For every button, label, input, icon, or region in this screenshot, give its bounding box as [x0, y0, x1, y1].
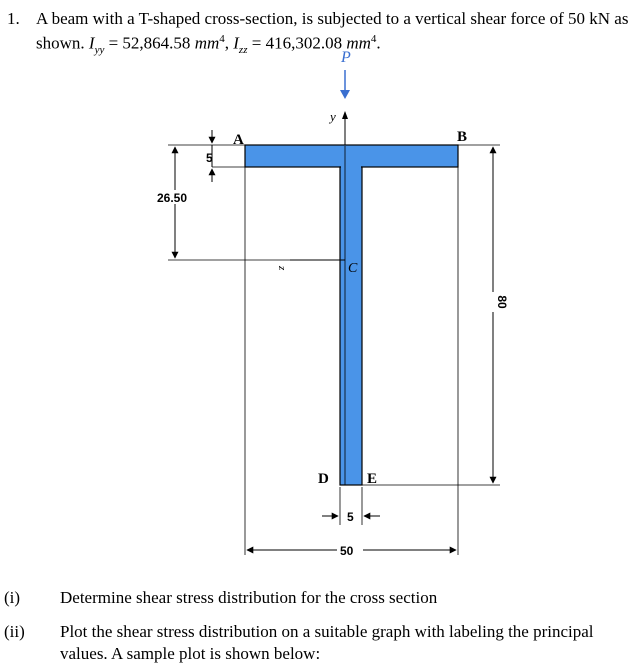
- load-arrowhead: [340, 90, 350, 99]
- junction-cover: [341, 165, 361, 169]
- web: [340, 167, 362, 485]
- question-number: 1.: [7, 9, 20, 28]
- question-text-line1: A beam with a T-shaped cross-section, is subjected to a vertical shear force of 50 kN as: [36, 9, 629, 28]
- point-e: E: [367, 471, 378, 487]
- dim-web-thickness-label: 5: [347, 510, 354, 524]
- dim-flange-width-label: 50: [340, 544, 354, 558]
- question-shown-word: shown.: [36, 33, 85, 53]
- item-ii-text: Plot the shear stress distribution on a suitable graph with labeling the principal values. A sample plot is shown below:: [60, 622, 594, 663]
- dim-total-height-label: 80: [495, 295, 509, 309]
- point-d: D: [318, 471, 329, 487]
- dim-flange-thickness-label: 5: [206, 151, 213, 165]
- y-axis-label: y: [330, 109, 336, 124]
- iyy-unit-exponent: 4: [219, 33, 225, 45]
- izz-unit-exponent: 4: [370, 33, 377, 45]
- iyy-unit: mm: [194, 33, 220, 53]
- t-section-shape: [245, 145, 458, 485]
- item-ii-roman: (ii): [4, 622, 25, 641]
- z-axis-label: z: [276, 266, 288, 271]
- load-label: P: [341, 49, 351, 66]
- point-b: B: [457, 129, 468, 145]
- iyy-symbol: I: [88, 33, 95, 53]
- dim-centroid-depth-label: 26.50: [157, 191, 188, 205]
- izz-subscript: zz: [238, 44, 248, 57]
- centroid-label: C: [348, 261, 358, 276]
- item-i-roman: (i): [4, 588, 21, 607]
- point-a: A: [233, 132, 244, 148]
- iyy-value: = 52,864.58: [108, 33, 191, 53]
- dim-web-thickness: [322, 487, 380, 525]
- izz-value: = 416,302.08: [251, 33, 343, 53]
- dim-total-height: [362, 145, 509, 485]
- question-text-line2: shown. $I_{yy} = 52,864.58$ $mm^4$, $I_{zz} = 416,302.08$ $mm^4$.: [36, 33, 381, 57]
- item-i-text: Determine shear stress distribution for the cross section: [60, 588, 438, 607]
- y-axis-arrowhead: [342, 111, 348, 119]
- iyy-subscript: yy: [94, 44, 105, 57]
- flange: [245, 145, 458, 167]
- izz-unit: mm: [346, 33, 371, 53]
- izz-symbol: I: [233, 33, 239, 53]
